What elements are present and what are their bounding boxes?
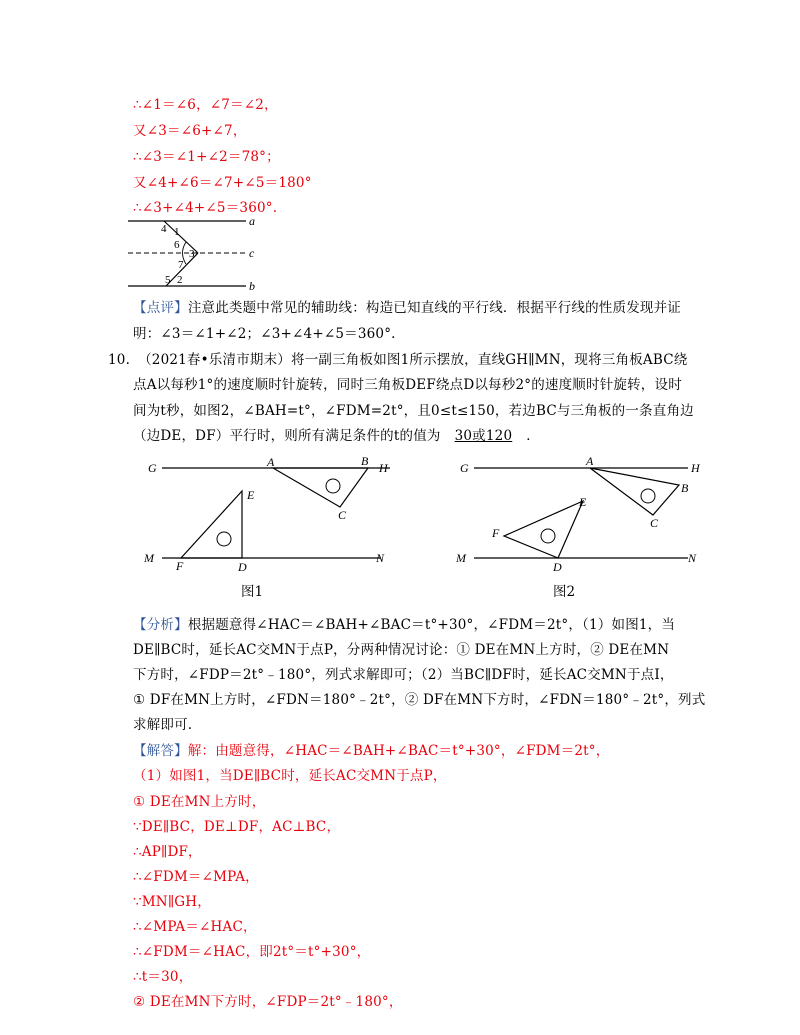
svg-text:G: G [148,461,157,475]
line-label-b: b [249,279,255,293]
line-label-a: a [249,214,255,228]
solution-line: ∴t＝30， [133,969,193,985]
analysis-line-3: 下方时，∠FDP＝2t°﹣180°，列式求解即可；（2）当BC∥DF时，延长AC交MN于点I， [133,667,674,683]
solution-line: 又∠4+∠6＝∠7+∠5＝180° [133,175,312,191]
svg-text:A: A [586,454,594,468]
svg-text:B: B [361,454,369,468]
analysis-line-4: ① DF在MN上方时，∠FDN＝180°﹣2t°，② DF在MN下方时，∠FDN＝180°﹣2t°，列式 [133,692,706,708]
solution-line-first: 【解答】解：由题意得，∠HAC＝∠BAH+∠BAC＝t°+30°，∠FDM＝2t°， [133,743,610,759]
question-line-3: 间为t秒，如图2，∠BAH=t°，∠FDM=2t°，且0≤t≤150，若边BC与三角板的一条直角边 [133,403,694,419]
analysis-line-1: 【分析】根据题意得∠HAC＝∠BAH+∠BAC＝t°+30°，∠FDM＝2t°，（1）如图1，当 [133,617,676,633]
comment-tag: 【点评】 [133,300,188,316]
solution-line: ∴AP∥DF， [133,844,202,860]
question-line-2: 点A以每秒1°的速度顺时针旋转，同时三角板DEF绕点D以每秒2°的速度顺时针旋转，设时 [133,377,682,393]
svg-text:G: G [460,461,469,475]
answer-blank: 30或120 [454,428,513,444]
comment-line-2: 明：∠3＝∠1+∠2；∠3+∠4+∠5＝360°. [133,326,396,342]
svg-text:H: H [379,461,388,475]
svg-text:D: D [553,560,562,574]
angle-label-6: 6 [174,239,180,251]
question-line-1: 10. （2021春•乐清市期末）将一副三角板如图1所示摆放，直线GH∥MN，现将三角板ABC绕 [108,352,688,368]
svg-text:E: E [579,495,587,509]
angle-label-2: 2 [177,274,183,286]
comment-line-1: 【点评】注意此类题中常见的辅助线：构造已知直线的平行线．根据平行线的性质发现并证 [133,300,682,316]
solution-line: ∴∠3+∠4+∠5＝360°. [133,200,278,216]
angle-label-1: 1 [174,226,180,238]
svg-text:M: M [144,551,154,565]
solution-line: ∴∠MPA＝∠HAC， [133,919,257,935]
question-line-4: （边DE，DF）平行时，则所有满足条件的t的值为 30或120 ． [133,428,540,444]
svg-text:F: F [176,559,184,573]
figure-1 [140,455,400,580]
svg-text:F: F [492,526,500,540]
solution-line: ∵MN∥GH， [133,894,211,910]
angle-label-3: 3 [189,248,195,260]
figure-2-caption: 图2 [553,584,576,600]
svg-text:M: M [456,551,466,565]
svg-text:N: N [376,551,385,565]
svg-text:B: B [681,481,689,495]
question-number: 10. [108,352,131,368]
analysis-tag: 【分析】 [133,617,188,633]
svg-text:A: A [267,455,275,469]
parallel-lines-figure [128,215,268,295]
solution-line: 又∠3＝∠6+∠7， [133,123,247,139]
svg-text:D: D [238,560,247,574]
angle-label-7: 7 [178,259,184,271]
solution-line: ∴∠1＝∠6，∠7＝∠2， [133,97,278,113]
solution-tag: 【解答】 [133,743,188,759]
solution-line: （1）如图1，当DE∥BC时，延长AC交MN于点P， [133,768,447,784]
figure-2 [452,455,712,580]
svg-text:E: E [247,488,255,502]
solution-line: ② DE在MN下方时，∠FDP＝2t°﹣180°， [133,994,403,1010]
analysis-line-2: DE∥BC时，延长AC交MN于点P，分两种情况讨论：① DE在MN上方时，② DE在MN [133,642,670,658]
line-label-c: c [249,246,255,260]
figure-1-caption: 图1 [241,584,264,600]
svg-text:C: C [338,508,347,522]
svg-text:N: N [688,551,697,565]
angle-label-4: 4 [161,223,167,235]
angle-label-5: 5 [165,274,171,286]
solution-line: ∴∠3＝∠1+∠2＝78°； [133,149,280,165]
solution-line: ∴∠FDM＝∠MPA， [133,869,259,885]
solution-line: ① DE在MN上方时， [133,794,266,810]
svg-text:C: C [650,516,659,530]
analysis-line-5: 求解即可. [133,717,193,733]
solution-line: ∴∠FDM＝∠HAC，即2t°＝t°+30°， [133,944,371,960]
solution-line: ∵DE∥BC，DE⊥DF，AC⊥BC， [133,819,341,835]
svg-text:H: H [691,461,700,475]
